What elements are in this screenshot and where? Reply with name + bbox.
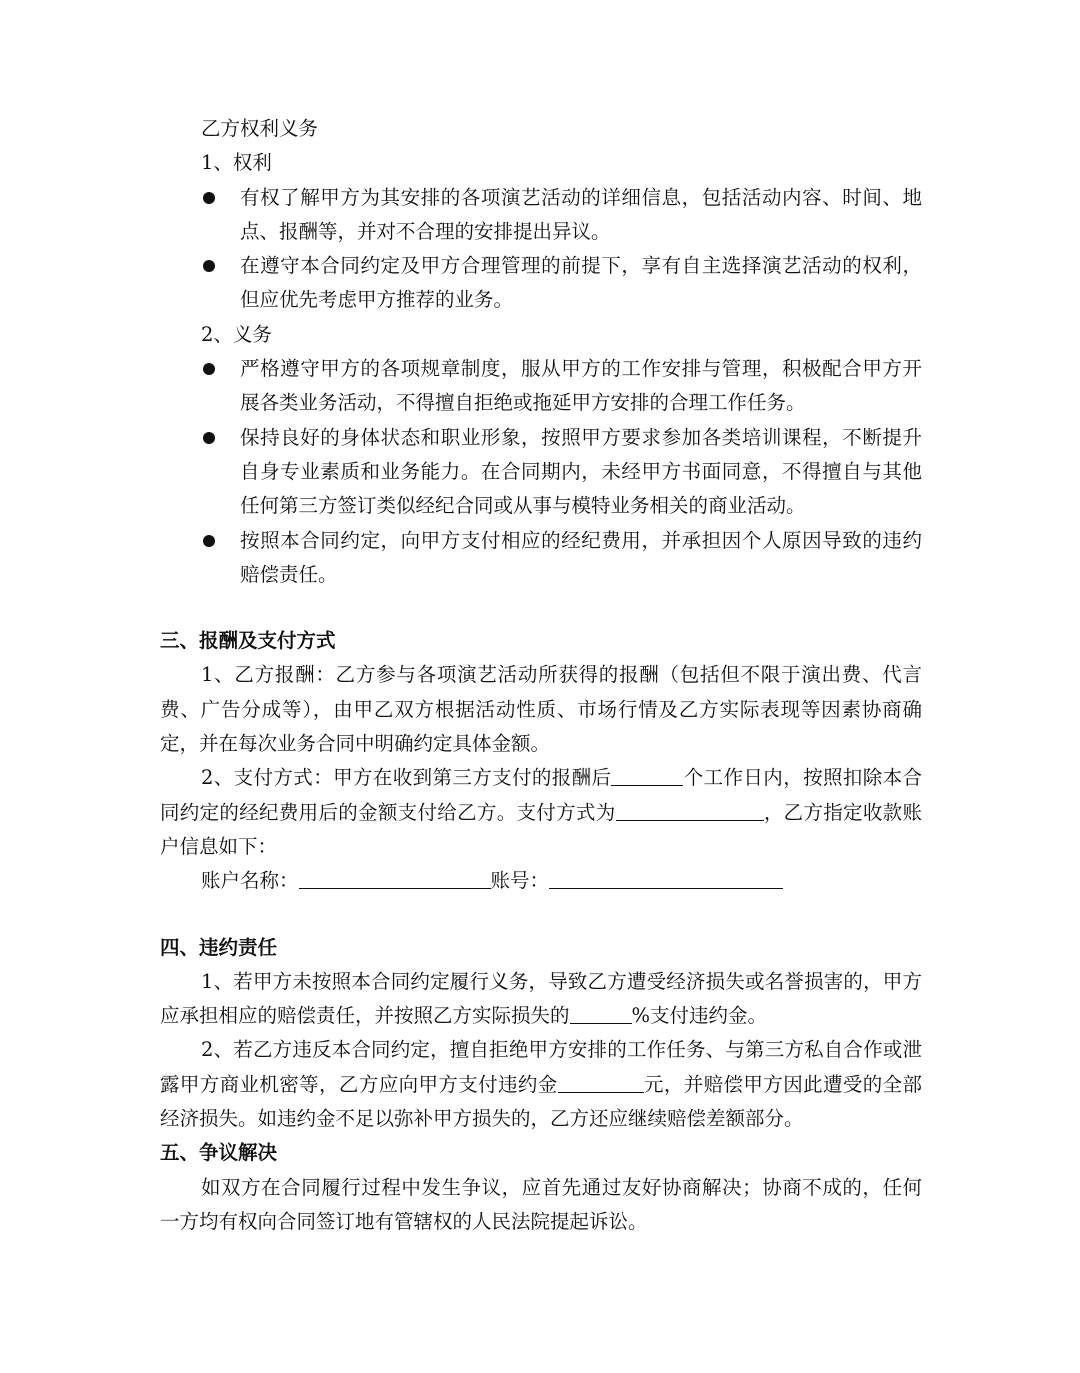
obligations-item-text: 保持良好的身体状态和职业形象，按照甲方要求参加各类培训课程，不断提升自身专业素质和业务能力。在合同期内，未经甲方书面同意，不得擅自与其他任何第三方签订类似经纪合同或从事与模特业务相关的商业活动。 bbox=[240, 425, 922, 518]
section3-paragraph-2 bbox=[160, 761, 922, 864]
obligations-item-text: 严格遵守甲方的各项规章制度，服从甲方的工作安排与管理，积极配合甲方开展各类业务活动，不得擅自拒绝或拖延甲方安排的合理工作任务。 bbox=[240, 357, 922, 415]
rights-item-2 bbox=[160, 249, 922, 318]
account-name-label: 账户名称： bbox=[201, 869, 299, 893]
account-no-blank[interactable] bbox=[549, 866, 783, 889]
obligations-item-text: 按照本合同约定，向甲方支付相应的经纪费用，并承担因个人原因导致的违约赔偿责任。 bbox=[240, 528, 922, 586]
rights-item-1 bbox=[160, 181, 922, 250]
bullet-icon bbox=[203, 192, 215, 204]
section4-p1-part-a: 1、若甲方未按照本合同约定履行义务，导致乙方遭受经济损失或名誉损害的，甲方应承担相应的赔偿责任，并按照乙方实际损失的 bbox=[160, 969, 922, 1028]
section4-p1-part-b: %支付违约金。 bbox=[631, 1004, 768, 1028]
bullet-icon bbox=[203, 535, 215, 547]
workdays-blank[interactable] bbox=[611, 763, 683, 786]
section3-heading: 三、报酬及支付方式 bbox=[160, 629, 336, 653]
account-name-blank[interactable] bbox=[299, 866, 491, 889]
section3-p2-part-c: ，乙方指定收款账户信息如下： bbox=[160, 800, 922, 858]
section4-p2-part-b: 元，并赔偿甲方因此遭受的全部经济损失。如违约金不足以弥补甲方损失的，乙方还应继续赔偿差额部分。 bbox=[160, 1072, 922, 1131]
section4-paragraph-2 bbox=[160, 1033, 922, 1136]
bullet-icon bbox=[203, 432, 215, 444]
rights-obligations-title: 乙方权利义务 bbox=[201, 117, 319, 140]
section5-heading: 五、争议解决 bbox=[160, 1141, 278, 1165]
obligations-heading: 2、义务 bbox=[201, 322, 272, 346]
rights-heading: 1、权利 bbox=[201, 151, 272, 175]
bullet-icon bbox=[203, 363, 215, 375]
section3-p2-part-a: 2、支付方式：甲方在收到第三方支付的报酬后 bbox=[201, 766, 612, 790]
section4-p2-part-a: 2、若乙方违反本合同约定，擅自拒绝甲方安排的工作任务、与第三方私自合作或泄露甲方商业机密等，乙方应向甲方支付违约金 bbox=[160, 1038, 922, 1096]
section5-paragraph-1: 如双方在合同履行过程中发生争议，应首先通过友好协商解决；协商不成的，任何一方均有权向合同签订地有管辖权的人民法院提起诉讼。 bbox=[160, 1175, 922, 1233]
account-info-line bbox=[160, 864, 922, 898]
account-no-label: 账号： bbox=[490, 869, 550, 893]
document-page bbox=[160, 112, 922, 1239]
bullet-icon bbox=[203, 260, 215, 272]
rights-item-text: 在遵守本合同约定及甲方合理管理的前提下，享有自主选择演艺活动的权利，但应优先考虑甲方推荐的业务。 bbox=[240, 254, 922, 312]
rights-item-text: 有权了解甲方为其安排的各项演艺活动的详细信息，包括活动内容、时间、地点、报酬等，并对不合理的安排提出异议。 bbox=[240, 185, 922, 243]
obligations-item-1 bbox=[160, 352, 922, 421]
obligations-item-2 bbox=[160, 421, 922, 524]
obligations-item-3 bbox=[160, 524, 922, 593]
section3-paragraph-1: 1、乙方报酬：乙方参与各项演艺活动所获得的报酬（包括但不限于演出费、代言费、广告分成等），由甲乙双方根据活动性质、市场行情及乙方实际表现等因素协商确定，并在每次业务合同中明确约定具体金额。 bbox=[160, 663, 922, 756]
section4-heading: 四、违约责任 bbox=[160, 935, 278, 959]
section4-paragraph-1 bbox=[160, 965, 922, 1034]
section3-p2-part-b: 个工作日内，按照扣除本合同约定的经纪费用后的金额支付给乙方。支付方式为 bbox=[160, 766, 922, 824]
penalty-amount-blank[interactable] bbox=[558, 1070, 644, 1093]
penalty-percent-blank[interactable] bbox=[570, 1001, 632, 1024]
payment-method-blank[interactable] bbox=[616, 798, 764, 821]
